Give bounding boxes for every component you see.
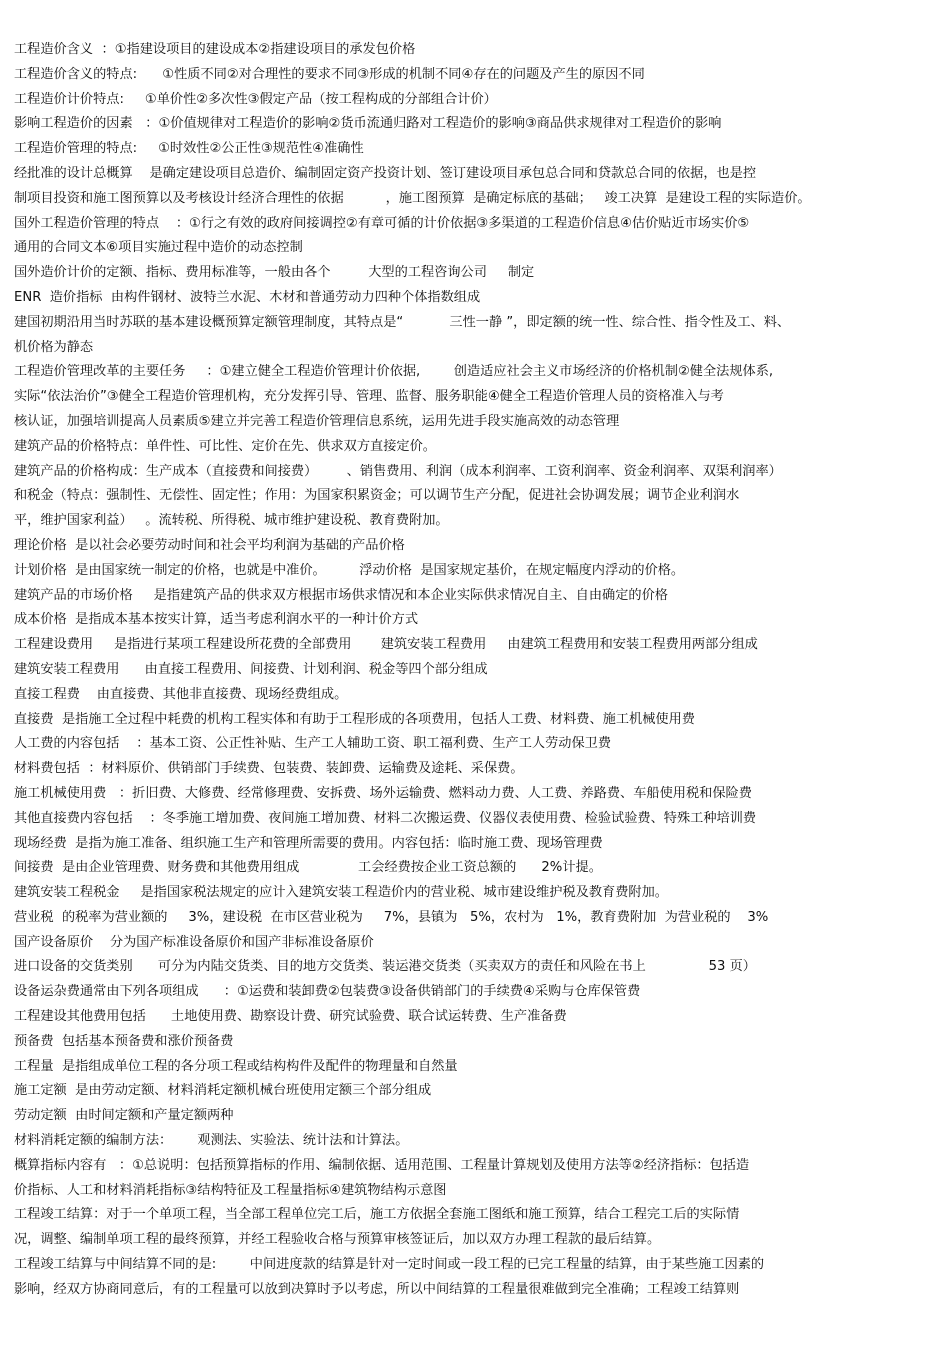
text-line: 直接工程费 由直接费、其他非直接费、现场经费组成。 <box>14 686 348 702</box>
text-line: 计划价格 是由国家统一制定的价格，也就是中准价。 浮动价格 是国家规定基价，在规定幅度内浮动的价格。 <box>14 562 685 578</box>
text-line: 材料消耗定额的编制方法： 观测法、实验法、统计法和计算法。 <box>14 1133 409 1149</box>
text-line: 和税金（特点：强制性、无偿性、固定性；作用：为国家积累资金；可以调节生产分配，促进社会协调发展；调节企业利润水 <box>14 488 740 504</box>
text-line: 建筑产品的市场价格 是指建筑产品的供求双方根据市场供求情况和本企业实际供求情况自主、自由确定的价格 <box>14 587 668 603</box>
text-line: 其他直接费内容包括 ：冬季施工增加费、夜间施工增加费、材料二次搬运费、仪器仪表使用费、检验试验费、特殊工种培训费 <box>14 810 757 826</box>
text-line: 现场经费 是指为施工准备、组织施工生产和管理所需要的费用。内容包括：临时施工费、现场管理费 <box>14 835 603 851</box>
text-line: 建筑产品的价格构成：生产成本（直接费和间接费） 、销售费用、利润（成本利润率、工资利润率、资金利润率、双渠利润率） <box>14 463 782 479</box>
text-line: 概算指标内容有 ：①总说明：包括预算指标的作用、编制依据、适用范围、工程量计算规划及使用方法等②经济指标：包括造 <box>14 1157 750 1173</box>
text-line: 价指标、人工和材料消耗指标③结构特征及工程量指标④建筑物结构示意图 <box>14 1182 447 1198</box>
text-line: 成本价格 是指成本基本按实计算，适当考虑利润水平的一种计价方式 <box>14 612 419 628</box>
text-line: 进口设备的交货类别 可分为内陆交货类、目的地方交货类、装运港交货类（买卖双方的责任和风险在书上 53 页） <box>14 959 756 975</box>
text-line: 人工费的内容包括 ：基本工资、公正性补贴、生产工人辅助工资、职工福利费、生产工人劳动保卫费 <box>14 736 612 752</box>
text-line: 劳动定额 由时间定额和产量定额两种 <box>14 1108 234 1124</box>
text-line: 工程造价计价特点: ①单价性②多次性③假定产品（按工程构成的分部组合计价） <box>14 91 497 107</box>
text-line: 国外造价计价的定额、指标、费用标准等，一般由各个 大型的工程咨询公司 制定 <box>14 265 535 281</box>
text-line: 工程造价含义的特点: ①性质不同②对合理性的要求不同③形成的机制不同④存在的问题及产生的原因不同 <box>14 66 645 82</box>
text-line: 工程造价管理的特点: ①时效性②公正性③规范性④准确性 <box>14 141 364 157</box>
text-line: ENR 造价指标 由构件钢材、波特兰水泥、木材和普通劳动力四种个体指数组成 <box>14 289 481 305</box>
text-line: 影响工程造价的因素 ：①价值规律对工程造价的影响②货币流通归路对工程造价的影响③商品供求规律对工程造价的影响 <box>14 116 722 132</box>
text-line: 况，调整、编制单项工程的最终预算，并经工程验收合格与预算审核签证后，加以双方办理工程款的最后结算。 <box>14 1232 661 1248</box>
text-line: 国产设备原价 分为国产标准设备原价和国产非标准设备原价 <box>14 934 374 950</box>
text-line: 建筑安装工程税金 是指国家税法规定的应计入建筑安装工程造价内的营业税、城市建设维护税及教育费附加。 <box>14 885 668 901</box>
text-line: 国外工程造价管理的特点 ：①行之有效的政府间接调控②有章可循的计价依据③多渠道的工程造价信息④估价贴近市场实价⑤ <box>14 215 750 231</box>
text-line: 营业税 的税率为营业额的 3%，建设税 在市区营业税为 7%，县镇为 5%，农村为 1%，教育费附加 为营业税的 3% <box>14 909 769 925</box>
text-line: 核认证，加强培训提高人员素质⑤建立并完善工程造价管理信息系统，运用先进手段实施高效的动态管理 <box>14 413 620 429</box>
text-line: 间接费 是由企业管理费、财务费和其他费用组成 工会经费按企业工资总额的 2%计提。 <box>14 860 602 876</box>
text-line: 理论价格 是以社会必要劳动时间和社会平均利润为基础的产品价格 <box>14 537 405 553</box>
text-line: 工程建设费用 是指进行某项工程建设所花费的全部费用 建筑安装工程费用 由建筑工程费用和安装工程费用两部分组成 <box>14 637 758 653</box>
text-line: 直接费 是指施工全过程中耗费的机构工程实体和有助于工程形成的各项费用，包括人工费、材料费、施工机械使用费 <box>14 711 695 727</box>
text-line: 机价格为静态 <box>14 339 94 355</box>
text-line: 建筑安装工程费用 由直接工程费用、间接费、计划利润、税金等四个部分组成 <box>14 661 488 677</box>
text-line: 工程建设其他费用包括 土地使用费、勘察设计费、研究试验费、联合试运转费、生产准备费 <box>14 1009 567 1025</box>
text-line: 平，维护国家利益） 。流转税、所得税、城市维护建设税、教育费附加。 <box>14 513 449 529</box>
text-line: 材料费包括 ：材料原价、供销部门手续费、包装费、装卸费、运输费及途耗、采保费。 <box>14 761 524 777</box>
text-line: 建筑产品的价格特点：单件性、可比性、定价在先、供求双方直接定价。 <box>14 438 436 454</box>
text-line: 工程竣工结算：对于一个单项工程，当全部工程单位完工后，施工方依据全套施工图纸和施工预算，结合工程完工后的实际情 <box>14 1207 740 1223</box>
text-line: 工程竣工结算与中间结算不同的是: 中间进度款的结算是针对一定时间或一段工程的已完工程量的结算，由于某些施工因素的 <box>14 1257 765 1273</box>
text-line: 实际“依法治价”③健全工程造价管理机构，充分发挥引导、管理、监督、服务职能④健全工程造价管理人员的资格准入与考 <box>14 389 724 405</box>
text-line: 工程量 是指组成单位工程的各分项工程或结构构件及配件的物理量和自然量 <box>14 1058 458 1074</box>
text-line: 影响，经双方协商同意后，有的工程量可以放到决算时予以考虑，所以中间结算的工程量很难做到完全准确；工程竣工结算则 <box>14 1281 740 1297</box>
text-line: 建国初期沿用当时苏联的基本建设概预算定额管理制度，其特点是“ 三性一静 ”，即定额的统一性、综合性、指令性及工、料、 <box>14 314 791 330</box>
text-line: 制项目投资和施工图预算以及考核设计经济合理性的依据 ，施工图预算 是确定标底的基础； 竣工决算 是建设工程的实际造价。 <box>14 190 811 206</box>
text-line: 施工定额 是由劳动定额、材料消耗定额机械台班使用定额三个部分组成 <box>14 1083 432 1099</box>
text-line: 预备费 包括基本预备费和涨价预备费 <box>14 1033 234 1049</box>
text-line: 通用的合同文本⑥项目实施过程中造价的动态控制 <box>14 240 303 256</box>
text-line: 施工机械使用费 ：折旧费、大修费、经常修理费、安拆费、场外运输费、燃料动力费、人工费、养路费、车船使用税和保险费 <box>14 785 752 801</box>
text-line: 工程造价含义 ：①指建设项目的建设成本②指建设项目的承发包价格 <box>14 42 416 57</box>
text-line: 工程造价管理改革的主要任务 ：①建立健全工程造价管理计价依据, 创造适应社会主义市场经济的价格机制②健全法规体系, <box>14 364 774 380</box>
text-line: 经批准的设计总概算 是确定建设项目总造价、编制固定资产投资计划、签订建设项目承包总合同和贷款总合同的依据，也是控 <box>14 165 757 181</box>
text-line: 设备运杂费通常由下列各项组成 ：①运费和装卸费②包装费③设备供销部门的手续费④采购与仓库保管费 <box>14 984 641 1000</box>
